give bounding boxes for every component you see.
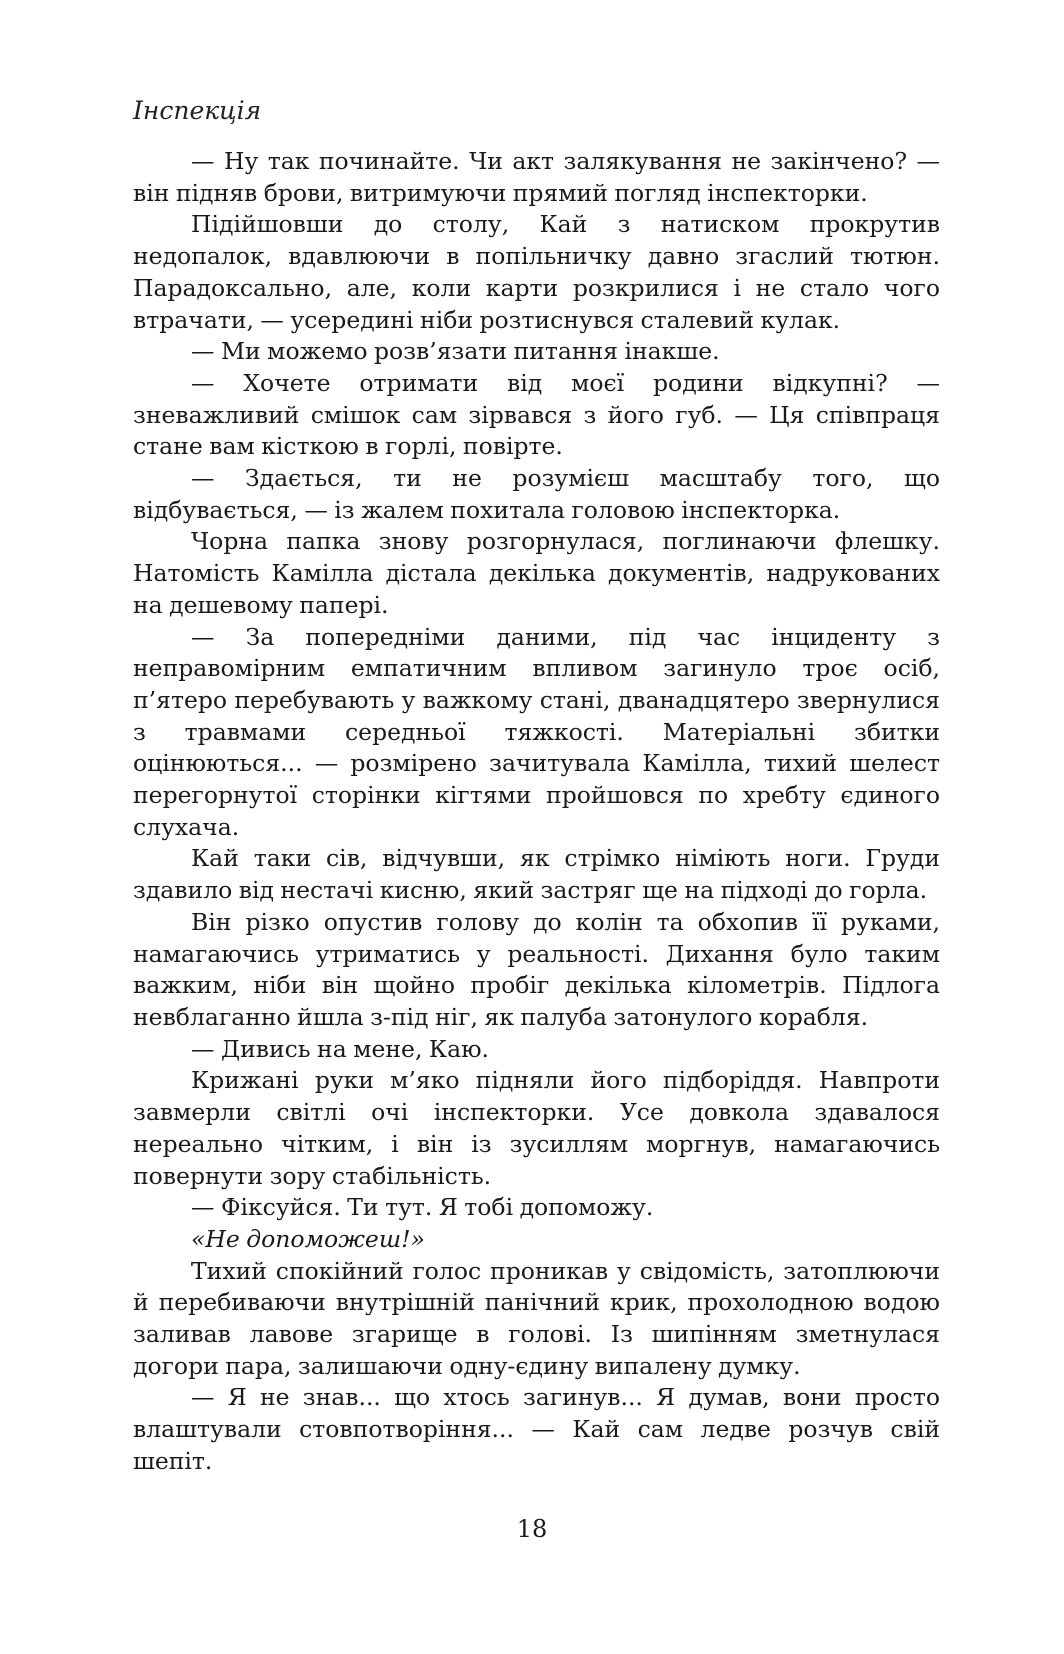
paragraph: — Дивись на мене, Каю. bbox=[191, 1034, 490, 1063]
paragraph: Чорна папка знову розгорнулася, поглинаючи флешку. Натомість Камілла дістала декілька документів, надрукованих на дешевому папері. bbox=[133, 527, 940, 619]
paragraph: Підійшовши до столу, Кай з натиском прокрутив недопалок, вдавлюючи в попільничку давно згаслий тютюн. Парадоксально, але, коли карти розкрилися і не стало чого втрачати, — усередині ніби розтиснувся сталевий кулак. bbox=[133, 210, 940, 334]
paragraph: — Здається, ти не розумієш масштабу того, що відбувається, — із жалем похитала головою інспекторка. bbox=[133, 464, 940, 524]
paragraph: — Ну так починайте. Чи акт залякування не закінчено? — він підняв брови, витримуючи прямий погляд інспекторки. bbox=[133, 147, 940, 207]
page-body bbox=[133, 146, 940, 1478]
paragraph: Крижані руки м’яко підняли його підборіддя. Навпроти завмерли світлі очі інспекторки. Усе довкола здавалося нереально чітким, і він із зусиллям моргнув, намагаючись повернути зору стабільність. bbox=[133, 1066, 940, 1190]
paragraph: Кай таки сів, відчувши, як стрімко німіють ноги. Груди здавило від нестачі кисню, який застряг ще на підході до горла. bbox=[133, 844, 940, 905]
paragraph: — Фіксуйся. Ти тут. Я тобі допоможу. bbox=[191, 1193, 654, 1222]
paragraph: Тихий спокійний голос проникав у свідомість, затоплюючи й перебиваючи внутрішній панічний крик, прохолодною водою заливав лавове згарище в голові. Із шипінням зметнулася догори пара, залишаючи одну-єдину випалену думку. bbox=[133, 1256, 940, 1380]
paragraph: — Ми можемо розв’язати питання інакше. bbox=[191, 337, 720, 366]
page-number: 18 bbox=[516, 1515, 548, 1543]
paragraph: — Хочете отримати від моєї родини відкупні? — зневажливий смішок сам зірвався з його губ. — Ця співпраця стане вам кісткою в горлі, повірте. bbox=[133, 368, 940, 461]
paragraph: — Я не знав... що хтось загинув... Я думав, вони просто влаштували стовпотворіння... — Кай сам ледве розчув свій шепіт. bbox=[133, 1383, 940, 1475]
running-header: Інспекція bbox=[133, 96, 262, 125]
paragraph: Він різко опустив голову до колін та обхопив її руками, намагаючись утриматись у реальності. Дихання було таким важким, ніби він щойно пробіг декілька кілометрів. Підлога невблаганно йшла з-під ніг, як палуба затонулого корабля. bbox=[133, 907, 940, 1031]
paragraph-italic-thought: «Не допоможеш!» bbox=[191, 1224, 425, 1253]
paragraph: — За попередніми даними, під час інциденту з неправомірним емпатичним впливом загинуло троє осіб, п’ятеро перебувають у важкому стані, дванадцятеро звернулися з травмами середньої тяжкості. Матеріальні збитки оцінюються... — розмірено зачитувала Камілла, тихий шелест перегорнутої сторінки кігтями пройшовся по хребту єдиного слухача. bbox=[133, 622, 940, 841]
